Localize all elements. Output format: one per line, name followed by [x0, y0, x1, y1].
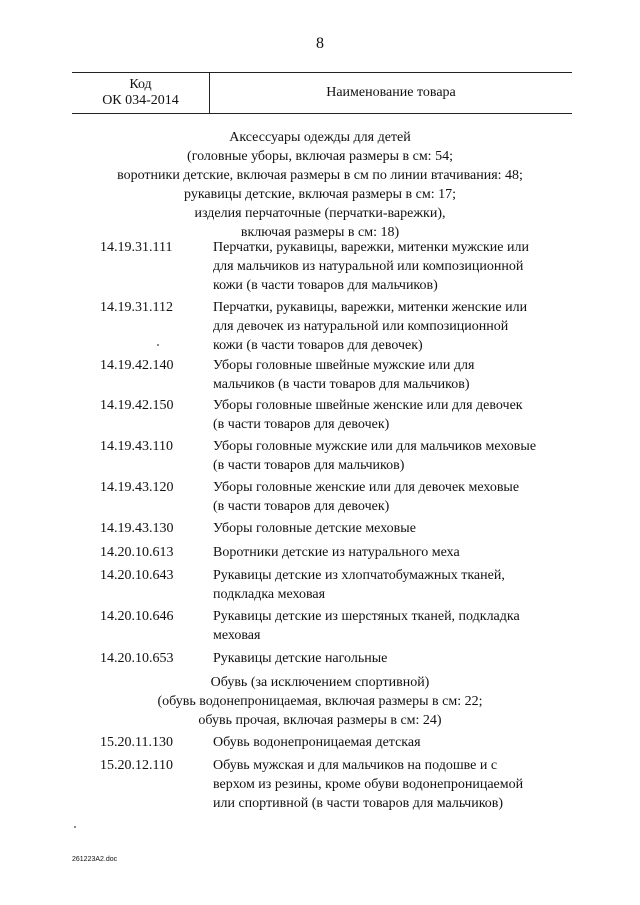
table-header: [72, 72, 572, 114]
row-code: 14.19.43.130: [100, 521, 174, 536]
scan-speck: [74, 826, 76, 828]
row-name-line: верхом из резины, кроме обуви водонепроницаемой: [213, 777, 524, 792]
row-name-line: кожи (в части товаров для девочек): [213, 338, 423, 353]
row-code: 14.19.43.120: [100, 480, 174, 495]
row-name: [213, 607, 580, 645]
row-name-line: (в части товаров для мальчиков): [213, 458, 405, 473]
row-name-line: Рукавицы детские из шерстяных тканей, подкладка: [213, 609, 520, 624]
section-heading-line: рукавицы детские, включая размеры в см: 17;: [184, 187, 456, 202]
row-name: [213, 756, 580, 813]
row-name: [213, 356, 580, 394]
table-row: [100, 519, 580, 538]
section-heading-line: изделия перчаточные (перчатки-варежки),: [194, 206, 446, 221]
row-name-line: Уборы головные швейные мужские или для: [213, 358, 475, 373]
row-name: [213, 566, 580, 604]
row-code: 15.20.12.110: [100, 758, 173, 773]
row-name: [213, 519, 580, 538]
row-name: [213, 649, 580, 668]
row-name-line: для мальчиков из натуральной или композиционной: [213, 259, 524, 274]
row-name: [213, 478, 580, 516]
row-name-line: меховая: [213, 628, 261, 643]
row-name-line: мальчиков (в части товаров для мальчиков): [213, 377, 470, 392]
header-code-label: Код: [129, 77, 152, 92]
row-name-line: Уборы головные швейные женские или для девочек: [213, 398, 523, 413]
row-name-line: для девочек из натуральной или композиционной: [213, 319, 509, 334]
row-code: 14.20.10.653: [100, 651, 174, 666]
row-name-line: Уборы головные мужские или для мальчиков меховые: [213, 439, 537, 454]
header-name-column: Наименование товара: [326, 85, 456, 100]
row-name-line: или спортивной (в части товаров для мальчиков): [213, 796, 504, 811]
row-name-line: Рукавицы детские из хлопчатобумажных тканей,: [213, 568, 505, 583]
section-heading-line: обувь прочая, включая размеры в см: 24): [198, 713, 442, 728]
section-heading-line: Обувь (за исключением спортивной): [210, 675, 430, 690]
header-code-classifier: ОК 034-2014: [102, 93, 179, 108]
table-row: [100, 649, 580, 668]
row-code: 14.20.10.643: [100, 568, 174, 583]
row-code: 14.19.31.111: [100, 240, 173, 255]
row-name-line: Обувь водонепроницаемая детская: [213, 735, 421, 750]
row-code: 14.20.10.613: [100, 545, 174, 560]
header-code-column: [72, 73, 210, 113]
table-row: [100, 543, 580, 562]
row-name-line: (в части товаров для девочек): [213, 417, 390, 432]
table-row: [100, 607, 580, 645]
row-name: [213, 238, 580, 295]
page-number: 8: [316, 35, 324, 52]
row-name-line: подкладка меховая: [213, 587, 326, 602]
row-name-line: Перчатки, рукавицы, варежки, митенки женские или: [213, 300, 528, 315]
section-heading-line: Аксессуары одежды для детей: [229, 130, 411, 145]
row-name-line: Уборы головные детские меховые: [213, 521, 416, 536]
section-heading-line: воротники детские, включая размеры в см по линии втачивания: 48;: [117, 168, 523, 183]
section-heading-line: включая размеры в см: 18): [240, 225, 400, 240]
row-name-line: Обувь мужская и для мальчиков на подошве и с: [213, 758, 498, 773]
row-name: [213, 396, 580, 434]
row-name: [213, 543, 580, 562]
row-name-line: Перчатки, рукавицы, варежки, митенки мужские или: [213, 240, 529, 255]
row-code: 14.19.31.112: [100, 300, 173, 315]
table-row: [100, 298, 580, 355]
section-heading-line: (обувь водонепроницаемая, включая размеры в см: 22;: [157, 694, 483, 709]
table-row: [100, 756, 580, 813]
row-code: 14.19.43.110: [100, 439, 173, 454]
table-row: [100, 238, 580, 295]
row-code: 14.20.10.646: [100, 609, 174, 624]
row-name: [213, 298, 580, 355]
footer-doc-name: 261223A2.doc: [72, 856, 118, 863]
table-row: [100, 478, 580, 516]
section-heading-line: (головные уборы, включая размеры в см: 54;: [187, 149, 453, 164]
row-name: [213, 733, 580, 752]
table-row: [100, 437, 580, 475]
row-name-line: Воротники детские из натурального меха: [213, 545, 460, 560]
row-name-line: Рукавицы детские нагольные: [213, 651, 388, 666]
row-name-line: (в части товаров для девочек): [213, 499, 390, 514]
section-heading-footwear: [60, 673, 580, 730]
table-row: [100, 396, 580, 434]
row-name-line: Уборы головные женские или для девочек меховые: [213, 480, 520, 495]
section-heading-accessories: [60, 128, 580, 242]
row-code: 14.19.42.140: [100, 358, 174, 373]
row-code: 14.19.42.150: [100, 398, 174, 413]
row-code: 15.20.11.130: [100, 735, 173, 750]
row-name: [213, 437, 580, 475]
scan-speck: [157, 344, 159, 346]
table-row: [100, 356, 580, 394]
row-name-line: кожи (в части товаров для мальчиков): [213, 278, 438, 293]
table-row: [100, 733, 580, 752]
table-row: [100, 566, 580, 604]
